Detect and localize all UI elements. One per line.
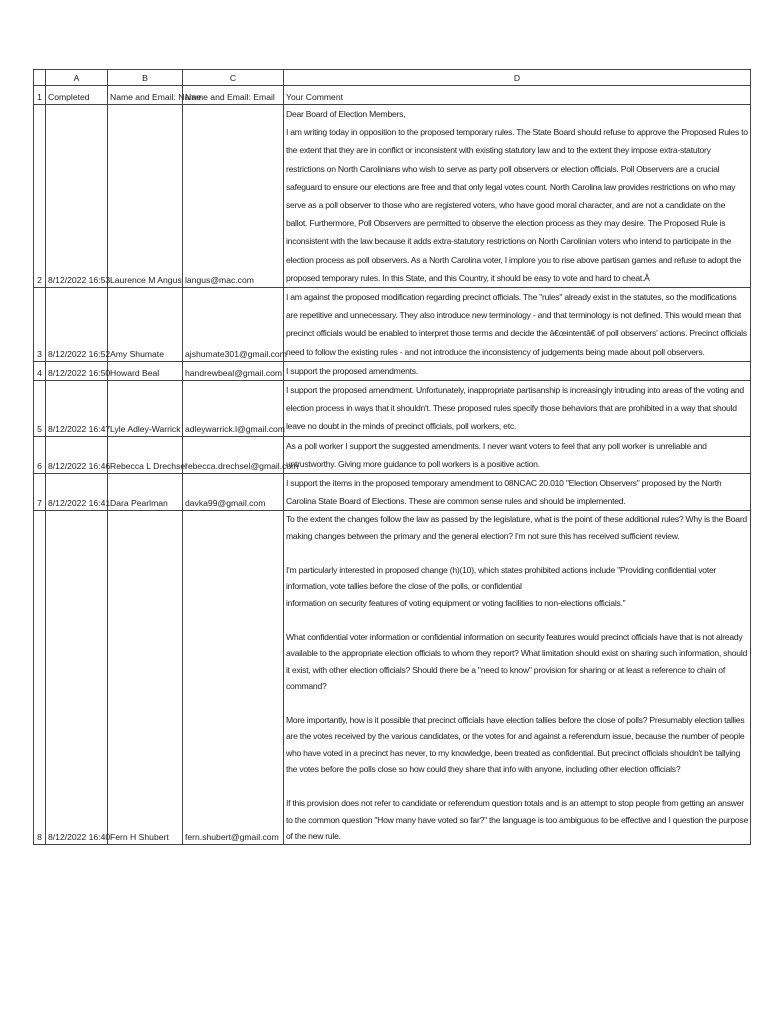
completed-cell[interactable]: 8/12/2022 16:52 <box>46 288 108 362</box>
comment-paragraph: I support the proposed amendments. <box>286 365 418 376</box>
row-number[interactable]: 8 <box>34 511 46 845</box>
table-row <box>34 511 751 845</box>
header-row <box>34 86 751 105</box>
table-row <box>34 105 751 288</box>
name-cell[interactable]: Dara Pearlman <box>108 474 183 511</box>
comment-paragraph: As a poll worker I support the suggested amendments. I never want voters to feel that any poll worker is unreliable and untrustworthy. Giving more guidance to poll workers is a positive action. <box>286 440 707 469</box>
table-row <box>34 381 751 437</box>
comment-paragraph: What confidential voter information or confidential information on security features would precinct officials have that is not already available to the appropriate election officials to whom they report? What limitation should exist on sharing such information, should it exist, with other election officials? Should there be a "need to know" provision for sharing or at least a reference to chain of command? <box>286 631 748 691</box>
completed-cell[interactable]: 8/12/2022 16:53 <box>46 105 108 288</box>
table-row <box>34 361 751 380</box>
completed-cell[interactable]: 8/12/2022 16:47 <box>46 381 108 437</box>
column-header-b[interactable]: B <box>108 70 183 86</box>
row-number[interactable]: 4 <box>34 361 46 380</box>
comment-cell[interactable] <box>284 474 751 511</box>
comment-cell[interactable] <box>284 381 751 437</box>
paragraph-gap <box>286 777 748 795</box>
comment-paragraph: Dear Board of Election Members, I am writing today in opposition to the proposed temporary rules. The State Board should refuse to approve the Proposed Rules to the extent that they are in conflict or inconsistent with existing statutory law and to the extent they impose extra-statutory restrictions on North Carolinians who wish to serve as party poll observers or election officials. Poll Observers are a crucial safeguard to ensure our elections are free and that only legal votes count. North Carolina law provides restrictions on who may serve as a poll observer to those who are registered voters, who have good moral character, and are not a candidate on the ballot. Furthermore, Poll Observers are permitted to observe the election process as they may desire. The Proposed Rule is inconsistent with the law because it adds extra-statutory restrictions on North Carolinian voters who intend to participate in the election process as poll observers. As a North Carolina voter, I implore you to rise above partisan games and refuse to adopt the proposed temporary rules. In this State, and this Country, it should be easy to vote and hard to cheat.Â <box>286 109 748 283</box>
column-header-d[interactable]: D <box>284 70 751 86</box>
table-row <box>34 288 751 362</box>
comment-cell[interactable] <box>284 361 751 380</box>
email-cell[interactable]: ajshumate301@gmail.com <box>183 288 284 362</box>
header-name[interactable]: Name and Email: Name <box>108 86 183 105</box>
email-cell[interactable]: handrewbeal@gmail.com <box>183 361 284 380</box>
comment-cell[interactable] <box>284 511 751 845</box>
row-number[interactable]: 7 <box>34 474 46 511</box>
name-cell[interactable]: Fern H Shubert <box>108 511 183 845</box>
column-header-a[interactable]: A <box>46 70 108 86</box>
comment-cell[interactable] <box>284 105 751 288</box>
email-cell[interactable]: rebecca.drechsel@gmail.com <box>183 436 284 473</box>
paragraph-gap <box>286 694 748 712</box>
name-cell[interactable]: Amy Shumate <box>108 288 183 362</box>
comment-cell[interactable] <box>284 288 751 362</box>
comment-paragraph: I support the proposed amendment. Unfortunately, inappropriate partisanship is increasingly intruding into areas of the voting and election process in ways that it shouldn't. These proposed rules specify those behaviors that are prohibited in a way that should leave no doubt in the minds of precinct officials, poll workers, etc. <box>286 385 744 432</box>
table-row <box>34 474 751 511</box>
completed-cell[interactable]: 8/12/2022 16:50 <box>46 361 108 380</box>
row-number[interactable]: 5 <box>34 381 46 437</box>
paragraph-gap <box>286 544 748 562</box>
header-completed[interactable]: Completed <box>46 86 108 105</box>
comment-paragraph: I support the items in the proposed temporary amendment to 08NCAC 20.010 "Election Observers" proposed by the North Carolina State Board of Elections. These are common sense rules and should be implemented. <box>286 478 722 507</box>
comment-paragraph: I'm particularly interested in proposed change (h)(10), which states prohibited actions include "Providing confidential voter information, vote tallies before the close of the polls, or confidential information on security features of voting equipment or voting facilities to non-elections officials." <box>286 565 717 608</box>
spreadsheet <box>33 69 751 845</box>
comment-paragraph: To the extent the changes follow the law as passed by the legislature, what is the point of these additional rules? Why is the Board making changes between the primary and the general election? I'm not sure this has received sufficient review. <box>286 514 747 541</box>
email-cell[interactable]: adleywarrick.l@gmail.com <box>183 381 284 437</box>
header-email[interactable]: Name and Email: Email <box>183 86 284 105</box>
row-number[interactable]: 3 <box>34 288 46 362</box>
completed-cell[interactable]: 8/12/2022 16:41 <box>46 474 108 511</box>
header-comment[interactable]: Your Comment <box>284 86 751 105</box>
email-cell[interactable]: davka99@gmail.com <box>183 474 284 511</box>
completed-cell[interactable]: 8/12/2022 16:40 <box>46 511 108 845</box>
name-cell[interactable]: Rebecca L Drechsel <box>108 436 183 473</box>
column-header-row <box>34 70 751 86</box>
comment-paragraph: If this provision does not refer to candidate or referendum question totals and is an attempt to stop people from getting an answer to the common question "How many have voted so far?" the language is too ambiguous to be effective and I question the purpose of the new rule. <box>286 798 748 841</box>
row-number[interactable]: 1 <box>34 86 46 105</box>
table-row <box>34 436 751 473</box>
completed-cell[interactable]: 8/12/2022 16:46 <box>46 436 108 473</box>
name-cell[interactable]: Lyle Adley-Warrick <box>108 381 183 437</box>
corner-cell[interactable] <box>34 70 46 86</box>
row-number[interactable]: 6 <box>34 436 46 473</box>
comment-paragraph: I am against the proposed modification regarding precinct officials. The "rules" already exist in the statutes, so the modifications are repetitive and unnecessary. They also introduce new terminology - and that terminology is not defined. This would mean that precinct officials would be enabled to interpret those terms and decide the â€œintentâ€ of poll observers' actions. Precinct officials need to follow the existing rules - and not introduce the inconsistency of judgements being made about poll observers. <box>286 292 747 357</box>
column-header-c[interactable]: C <box>183 70 284 86</box>
name-cell[interactable]: Howard Beal <box>108 361 183 380</box>
email-cell[interactable]: fern.shubert@gmail.com <box>183 511 284 845</box>
name-cell[interactable]: Laurence M Angus <box>108 105 183 288</box>
paragraph-gap <box>286 611 748 629</box>
row-number[interactable]: 2 <box>34 105 46 288</box>
comment-cell[interactable] <box>284 436 751 473</box>
email-cell[interactable]: langus@mac.com <box>183 105 284 288</box>
comment-paragraph: More importantly, how is it possible that precinct officials have election tallies before the close of polls? Presumably election tallies are the votes received by the various candidates, or the votes for and against a referendum issue, because the number of people who have voted in a precinct has never, to my knowledge, been treated as confidential. But precinct officials shouldn't be tallying the votes before the polls close so how could they share that info with anyone, including other election officials? <box>286 715 745 775</box>
